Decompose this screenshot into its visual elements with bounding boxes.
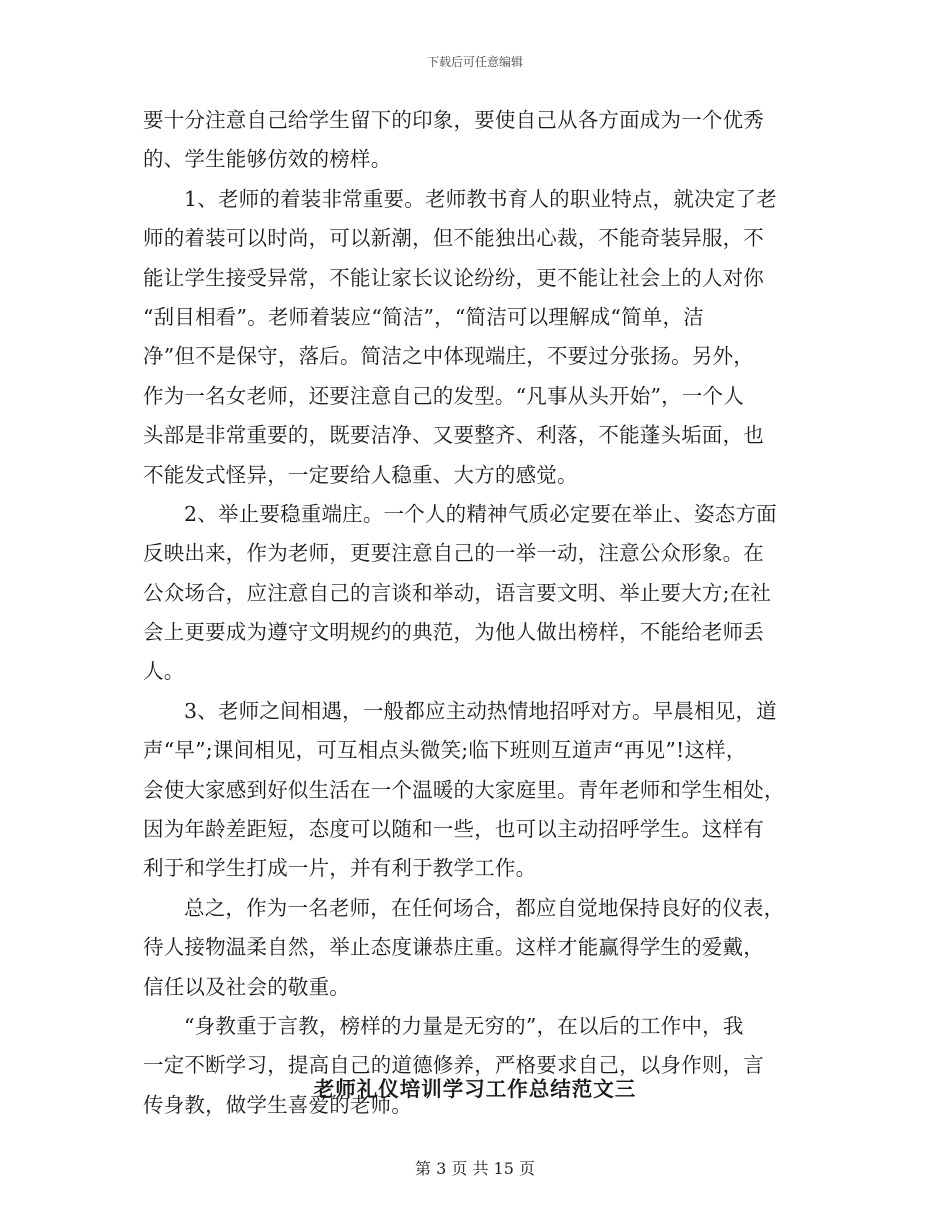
paragraph-start-line: 2、举止要稳重端庄。一个人的精神气质必定要在举止、姿态方面 — [184, 501, 777, 526]
body-line: 会使大家感到好似生活在一个温暖的大家庭里。青年老师和学生相处， — [143, 777, 785, 802]
body-line: 人。 — [143, 659, 185, 684]
body-line: 师的着装可以时尚，可以新潮，但不能独出心裁，不能奇装异服，不 — [143, 226, 764, 251]
body-line: 的、学生能够仿效的榜样。 — [143, 147, 392, 172]
body-line: 利于和学生打成一片，并有利于教学工作。 — [143, 856, 537, 881]
body-line: 待人接物温柔自然，举止态度谦恭庄重。这样才能赢得学生的爱戴， — [143, 935, 764, 960]
body-line: 不能发式怪异，一定要给人稳重、大方的感觉。 — [143, 462, 578, 487]
body-line: 要十分注意自己给学生留下的印象，要使自己从各方面成为一个优秀 — [143, 108, 764, 132]
paragraph-start-line: 1、老师的着装非常重要。老师教书育人的职业特点，就决定了老 — [184, 186, 777, 211]
paragraph-start-line: 3、老师之间相遇，一般都应主动热情地招呼对方。早晨相见，道 — [184, 698, 777, 723]
body-line: 会上更要成为遵守文明规约的典范，为他人做出榜样，不能给老师丢 — [143, 620, 764, 645]
body-line: 能让学生接受异常，不能让家长议论纷纷，更不能让社会上的人对你 — [143, 265, 764, 290]
paragraph-start-line: 总之，作为一名老师，在任何场合，都应自觉地保持良好的仪表， — [184, 895, 785, 920]
body-line: 反映出来，作为老师，更要注意自己的一举一动，注意公众形象。在 — [143, 541, 764, 566]
body-line: 头部是非常重要的，既要洁净、又要整齐、利落，不能蓬头垢面，也 — [143, 423, 764, 448]
body-line: “刮目相看”。老师着装应“简洁”，“简洁可以理解成“简单，洁 — [143, 304, 704, 329]
page-header: 下载后可任意编辑 — [426, 55, 523, 69]
body-line: 作为一名女老师，还要注意自己的发型。“凡事从头开始”，一个人 — [143, 383, 744, 408]
body-line: 信任以及社会的敬重。 — [143, 974, 350, 999]
body-line: 传身教，做学生喜爱的老师。 — [143, 1092, 413, 1117]
body-line: 净”但不是保守，落后。简洁之中体现端庄，不要过分张扬。另外， — [143, 344, 754, 369]
document-body — [143, 101, 813, 1125]
body-line: 因为年龄差距短，态度可以随和一些，也可以主动招呼学生。这样有 — [143, 817, 764, 842]
paragraph-start-line: “身教重于言教，榜样的力量是无穷的”，在以后的工作中，我 — [184, 1013, 744, 1038]
section-title: 老师礼仪培训学习工作总结范文三 — [313, 1077, 637, 1101]
body-line: 声“早”;课间相见，可互相点头微笑;临下班则互道声“再见”!这样， — [143, 738, 747, 763]
page-number: 第 3 页 共 15 页 — [415, 1159, 535, 1178]
body-line: 一定不断学习，提高自己的道德修养，严格要求自己，以身作则，言 — [143, 1053, 764, 1078]
body-line: 公众场合，应注意自己的言谈和举动，语言要文明、举止要大方;在社 — [143, 580, 772, 605]
